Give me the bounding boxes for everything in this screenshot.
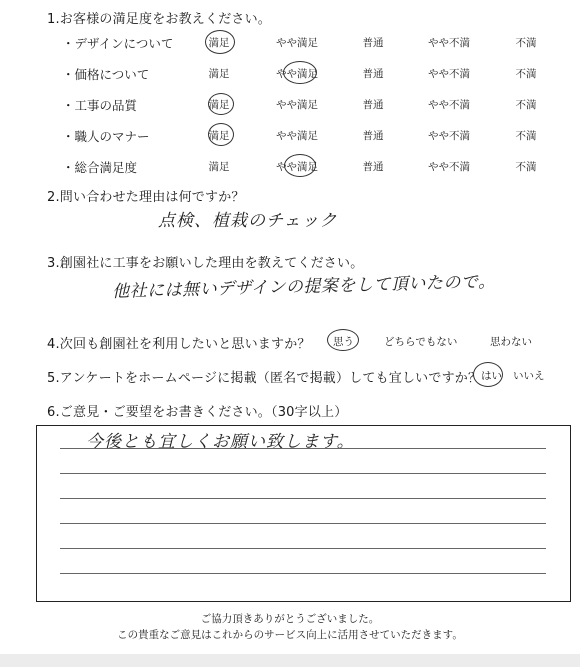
q1-option-neutral[interactable]: 普通 (362, 161, 384, 173)
q1-option-somewhat-dissatisfied[interactable]: やや不満 (428, 161, 470, 173)
q1-option-somewhat-satisfied[interactable]: やや満足 (276, 37, 318, 49)
q1-option-satisfied[interactable]: 満足 (208, 68, 230, 80)
q1-option-satisfied[interactable]: 満足 (208, 99, 230, 111)
q5-option-yes[interactable]: はい (481, 370, 502, 382)
q1-option-dissatisfied[interactable]: 不満 (515, 99, 537, 111)
q1-option-satisfied[interactable]: 満足 (208, 37, 230, 49)
q4-option-neutral[interactable]: どちらでもない (384, 336, 458, 348)
q1-row-label: ・デザインについて (62, 36, 174, 51)
q1-option-satisfied[interactable]: 満足 (208, 161, 230, 173)
q1-option-satisfied[interactable]: 満足 (208, 130, 230, 142)
q4-option-no[interactable]: 思わない (490, 336, 532, 348)
q1-option-somewhat-dissatisfied[interactable]: やや不満 (428, 68, 470, 80)
ruled-line (60, 523, 546, 524)
q1-option-somewhat-satisfied[interactable]: やや満足 (276, 99, 318, 111)
q1-option-neutral[interactable]: 普通 (362, 99, 384, 111)
q1-option-somewhat-satisfied[interactable]: やや満足 (276, 68, 318, 80)
q4-option-yes[interactable]: 思う (333, 336, 354, 348)
q5-title: 5.アンケートをホームページに掲載（匿名で掲載）しても宜しいですか？ (47, 371, 482, 386)
q3-answer: 他社には無いデザインの提案をして頂いたので。 (111, 271, 496, 303)
q1-option-somewhat-dissatisfied[interactable]: やや不満 (428, 130, 470, 142)
q1-row-label: ・価格について (62, 67, 150, 82)
ruled-line (60, 473, 546, 474)
q1-option-somewhat-satisfied[interactable]: やや満足 (276, 161, 318, 173)
q5-option-no[interactable]: いいえ (513, 370, 545, 382)
footer-thanks: ご協力頂きありがとうございました。 (200, 613, 380, 625)
q1-option-neutral[interactable]: 普通 (362, 130, 384, 142)
scan-edge (0, 654, 580, 667)
footer-note: この貴重なご意見はこれからのサービス向上に活用させていただきます。 (117, 629, 463, 641)
q1-row-label: ・職人のマナー (62, 129, 150, 144)
q1-option-somewhat-satisfied[interactable]: やや満足 (276, 130, 318, 142)
q1-row-label: ・総合満足度 (62, 160, 138, 175)
q1-option-dissatisfied[interactable]: 不満 (515, 68, 537, 80)
q2-answer: 点検、植栽のチェック (158, 211, 338, 231)
q6-answer: 今後とも宜しくお願い致します。 (86, 432, 355, 452)
q4-title: 4.次回も創園社を利用したいと思いますか？ (47, 337, 311, 352)
q1-option-neutral[interactable]: 普通 (362, 37, 384, 49)
ruled-line (60, 498, 546, 499)
ruled-line (60, 573, 546, 574)
q1-row-label: ・工事の品質 (62, 98, 138, 113)
ruled-line (60, 448, 546, 449)
q2-title: 2.問い合わせた理由は何ですか？ (47, 190, 245, 205)
q1-option-neutral[interactable]: 普通 (362, 68, 384, 80)
ruled-line (60, 548, 546, 549)
q1-option-dissatisfied[interactable]: 不満 (515, 130, 537, 142)
q1-title: 1.お客様の満足度をお教えください。 (47, 12, 272, 27)
q1-option-dissatisfied[interactable]: 不満 (515, 161, 537, 173)
q6-title: 6.ご意見・ご要望をお書きください。（30字以上） (47, 405, 348, 420)
q1-option-somewhat-dissatisfied[interactable]: やや不満 (428, 99, 470, 111)
q1-option-dissatisfied[interactable]: 不満 (515, 37, 537, 49)
q3-title: 3.創園社に工事をお願いした理由を教えてください。 (47, 256, 364, 271)
q1-option-somewhat-dissatisfied[interactable]: やや不満 (428, 37, 470, 49)
